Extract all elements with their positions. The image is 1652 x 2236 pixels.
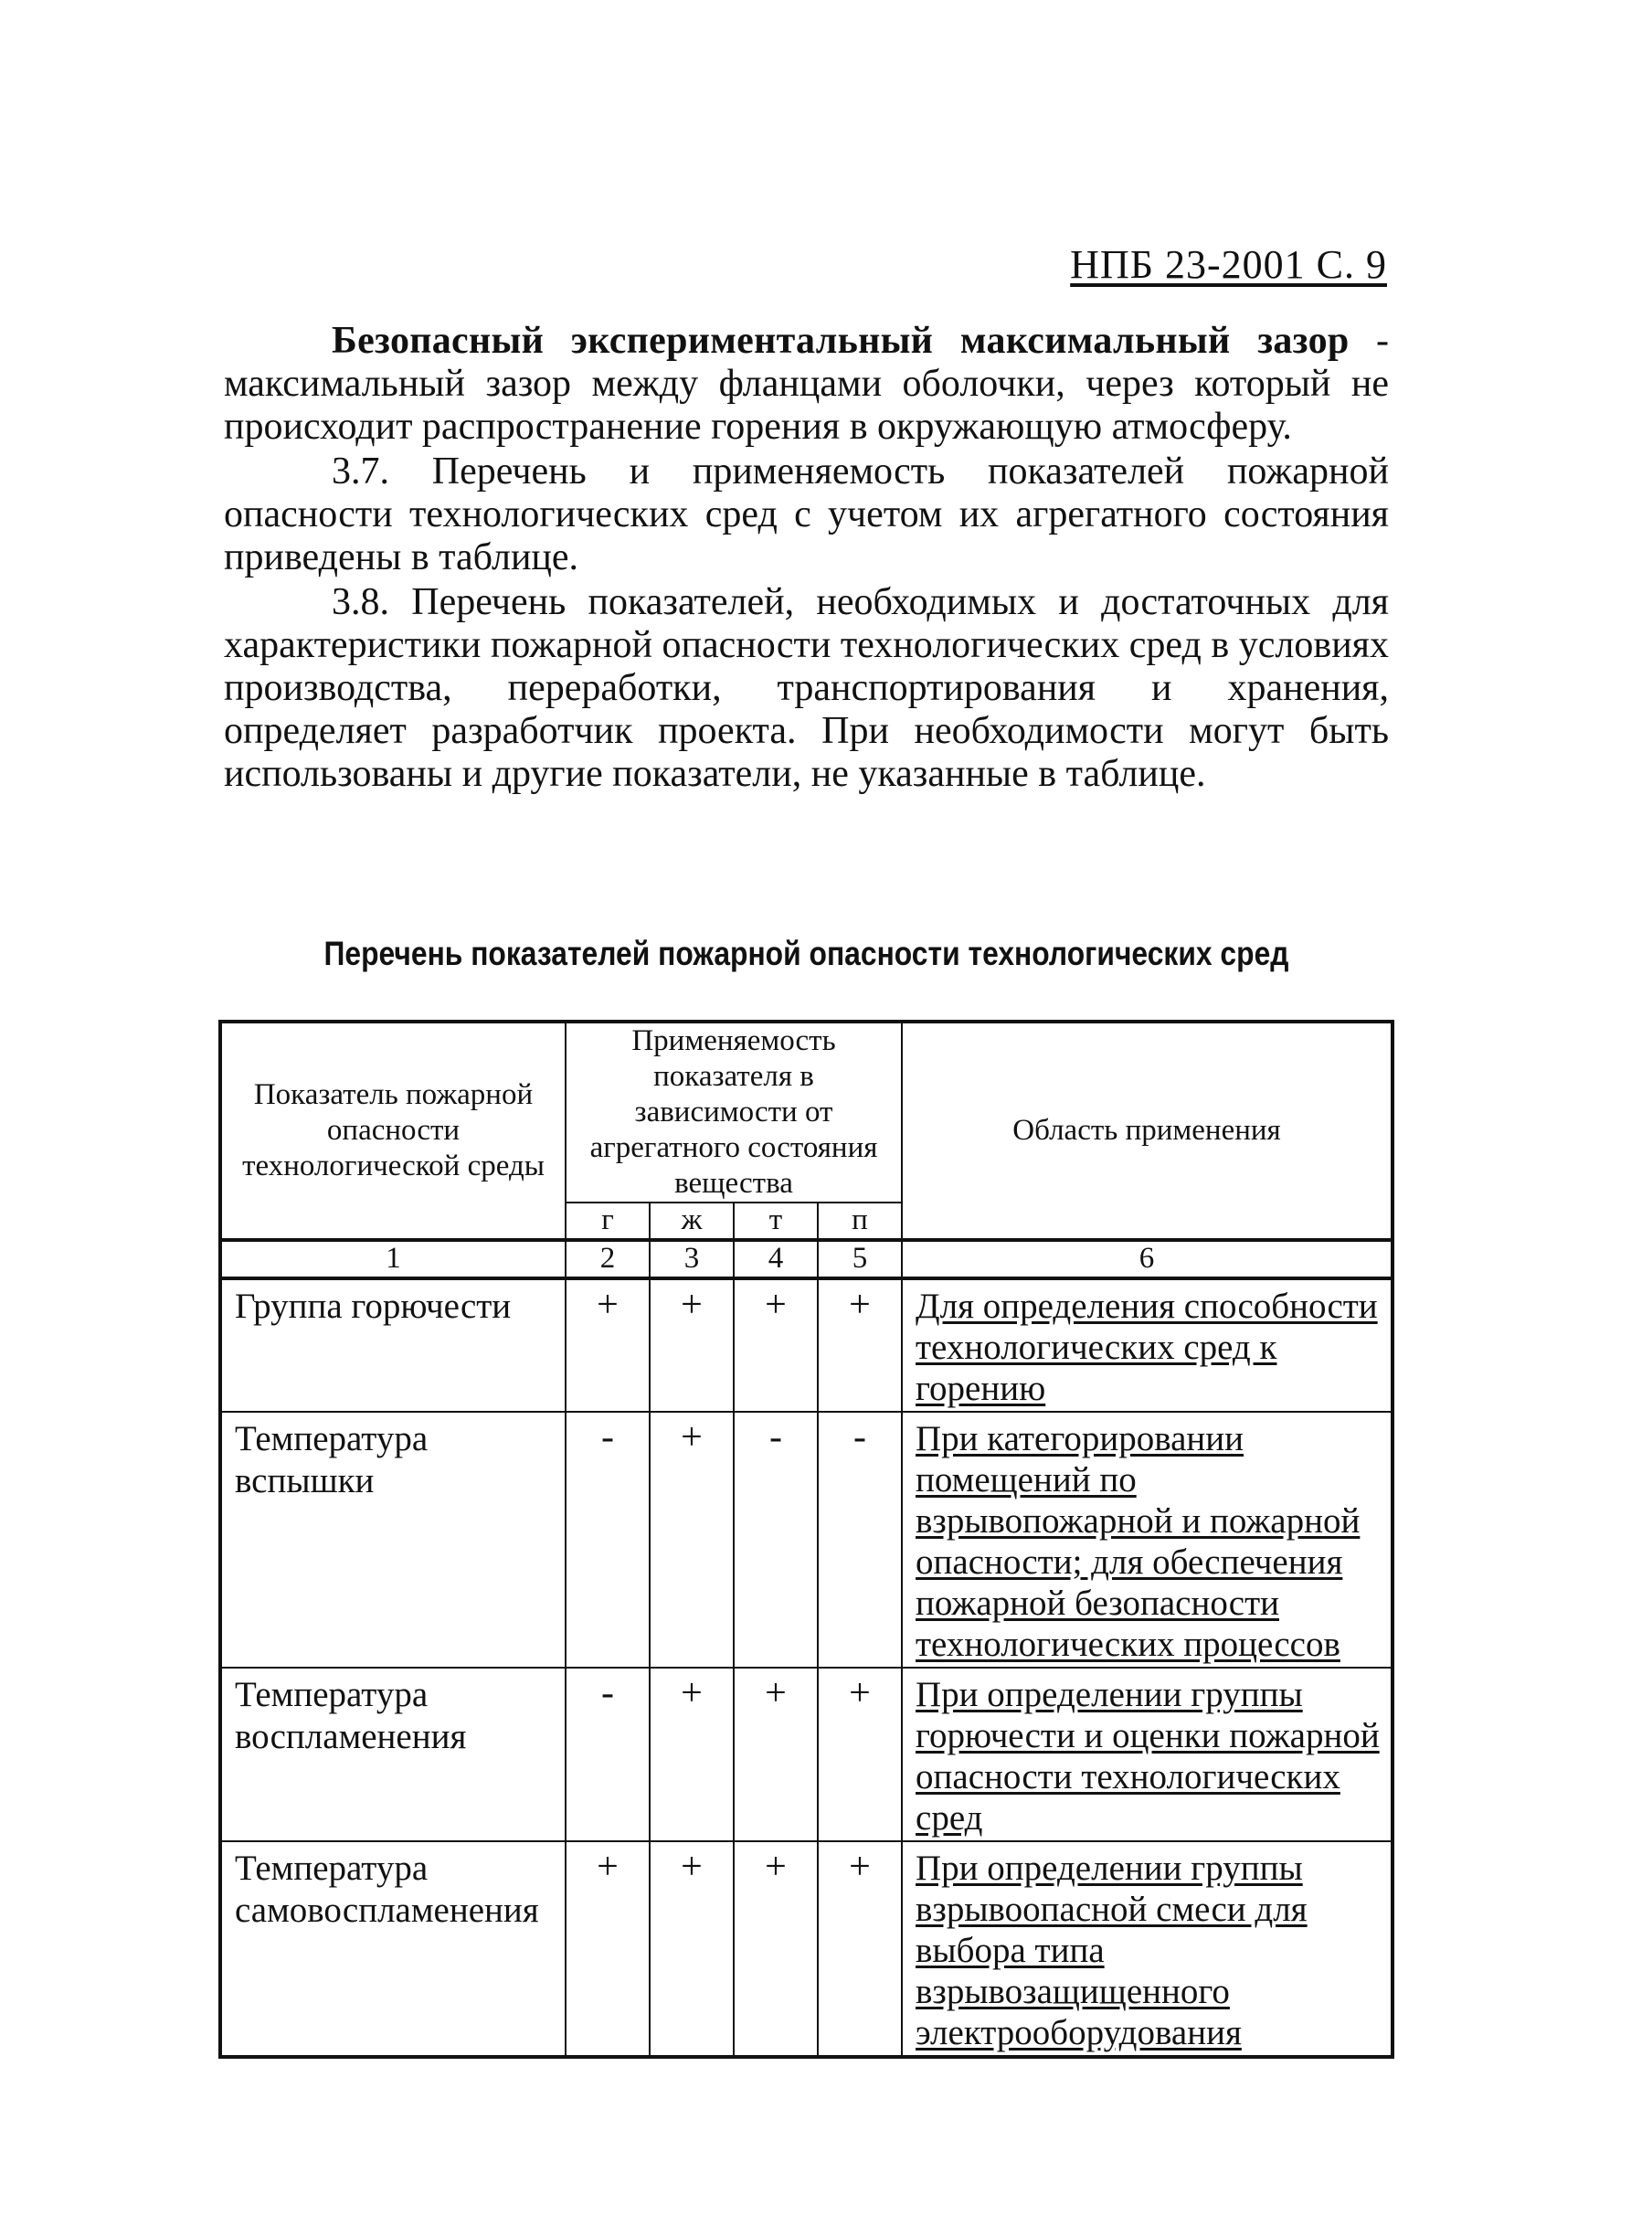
table-row — [220, 1412, 1393, 1668]
table-row — [220, 1278, 1393, 1412]
applicability-mark: + — [818, 1668, 902, 1841]
applicability-mark: - — [818, 1412, 902, 1668]
header-indicator: Показатель пожарной опасности технологической среды — [220, 1022, 566, 1240]
applicability-mark: + — [566, 1278, 650, 1412]
application-area: При категорировании помещений по взрывопожарной и пожарной опасности; для обеспечения пожарной безопасности технологических процессов — [902, 1412, 1393, 1668]
applicability-mark: + — [818, 1841, 902, 2057]
applicability-mark: + — [650, 1841, 734, 2057]
column-number: 6 — [902, 1240, 1393, 1278]
definition-term: Безопасный экспериментальный максимальный зазор — [332, 320, 1350, 362]
paragraph-3-7: 3.7. Перечень и применяемость показателей пожарной опасности технологических сред с учетом их агрегатного состояния приведены в таблице. — [224, 450, 1389, 578]
header-area: Область применения — [902, 1022, 1393, 1240]
applicability-mark: + — [734, 1841, 818, 2057]
indicator-name: Группа горючести — [220, 1278, 566, 1412]
applicability-mark: + — [734, 1668, 818, 1841]
application-area: При определении группы горючести и оценки пожарной опасности технологических сред — [902, 1668, 1393, 1841]
applicability-mark: - — [566, 1412, 650, 1668]
applicability-mark: - — [734, 1412, 818, 1668]
page-header: НПБ 23-2001 С. 9 — [1070, 242, 1387, 287]
header-state-p: п — [818, 1203, 902, 1240]
indicator-name: Температура воспламенения — [220, 1668, 566, 1841]
definition-dash: - — [1376, 320, 1390, 362]
paragraph-3-8: 3.8. Перечень показателей, необходимых и достаточных для характеристики пожарной опасности технологических сред в условиях производства, переработки, транспортирования и хранения, определяет разработчик проекта. При необходимости могут быть использованы и другие показатели, не указанные в таблице. — [224, 581, 1389, 795]
table-caption: Перечень показателей пожарной опасности технологических сред — [323, 935, 1289, 972]
column-number: 4 — [734, 1240, 818, 1278]
column-number: 3 — [650, 1240, 734, 1278]
header-applicability: Применяемость показателя в зависимости от агрегатного состояния вещества — [566, 1022, 902, 1203]
applicability-mark: + — [734, 1278, 818, 1412]
applicability-mark: - — [566, 1668, 650, 1841]
application-area: Для определения способности технологических сред к горению — [902, 1278, 1393, 1412]
table-row — [220, 1841, 1393, 2057]
column-number: 5 — [818, 1240, 902, 1278]
indicator-name: Температура самовоспламенения — [220, 1841, 566, 2057]
definition-text: максимальный зазор между фланцами оболочки, через который не происходит распространение горения в окружающую атмосферу. — [224, 363, 1389, 448]
header-state-zh: ж — [650, 1203, 734, 1240]
header-state-t: т — [734, 1203, 818, 1240]
applicability-mark: + — [650, 1668, 734, 1841]
table-row — [220, 1668, 1393, 1841]
application-area: При определении группы взрывоопасной смеси для выбора типа взрывозащищенного электрооборудования — [902, 1841, 1393, 2057]
column-number: 1 — [220, 1240, 566, 1278]
body-text — [224, 320, 1389, 796]
indicators-table — [218, 1020, 1394, 2059]
applicability-mark: + — [566, 1841, 650, 2057]
definition-paragraph — [224, 320, 1389, 449]
header-state-g: г — [566, 1203, 650, 1240]
applicability-mark: + — [650, 1412, 734, 1668]
column-number: 2 — [566, 1240, 650, 1278]
indicator-name: Температура вспышки — [220, 1412, 566, 1668]
applicability-mark: + — [818, 1278, 902, 1412]
applicability-mark: + — [650, 1278, 734, 1412]
